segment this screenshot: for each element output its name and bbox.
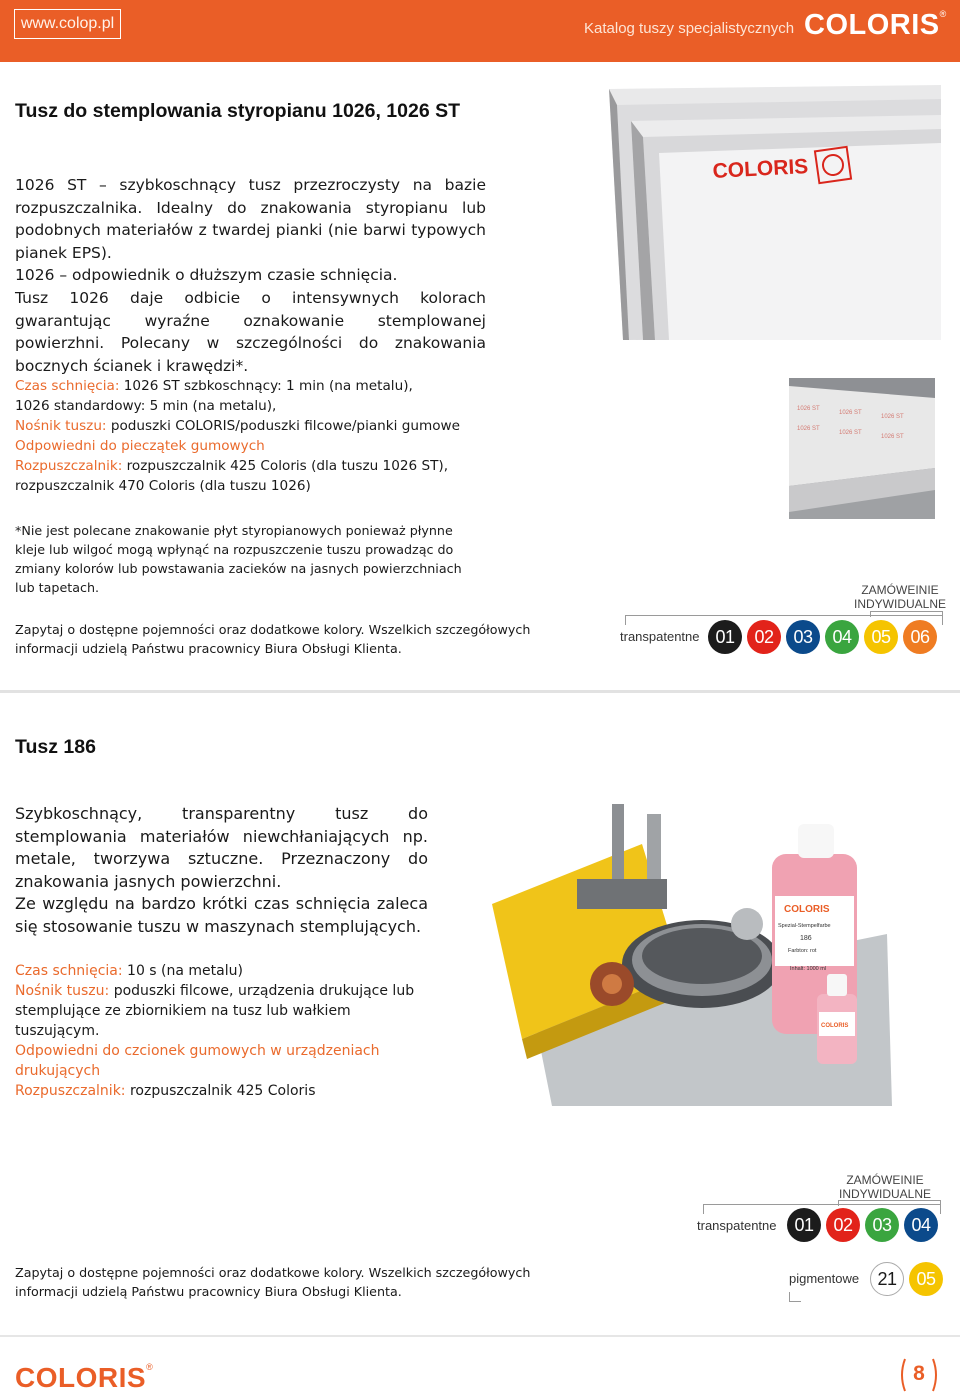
stamp-print-4: 1026 ST xyxy=(797,426,820,432)
s2-solvent-value: rozpuszczalnik 425 Coloris xyxy=(129,1083,316,1099)
color-swatch-01: 01 xyxy=(708,620,742,654)
section2-description xyxy=(15,803,428,939)
color-swatch-06: 06 xyxy=(903,620,937,654)
color-swatch-02: 02 xyxy=(826,1208,860,1242)
section1-description xyxy=(15,174,486,377)
photo-brand-text: COLORIS xyxy=(712,155,809,183)
registered-mark: ® xyxy=(939,9,947,19)
custom-order-bracket xyxy=(870,611,943,617)
custom-order-line-1: ZAMÓWEINIE xyxy=(861,583,939,597)
page-number xyxy=(897,1355,941,1395)
s2-custom-order-label xyxy=(830,1173,940,1201)
styrofoam-block-photo xyxy=(789,378,935,519)
s2-drying-label: Czas schnięcia: xyxy=(15,963,123,979)
s2-custom-order-line-1: ZAMÓWEINIE xyxy=(846,1173,924,1187)
s2-pigment-bracket xyxy=(789,1292,801,1302)
stamp-print-3: 1026 ST xyxy=(881,414,904,420)
transparent-row-label: transpatentne xyxy=(620,629,700,644)
s2-transparent-row-label: transpatentne xyxy=(697,1218,777,1233)
section2-desc-2: Ze względu na bardzo krótki czas schnięcia zaleca się stosowanie tuszu w maszynach stemplujących. xyxy=(15,894,428,936)
color-swatch-04: 04 xyxy=(904,1208,938,1242)
section2-specs xyxy=(15,961,415,1101)
custom-order-line-2: INDYWIDUALNE xyxy=(853,597,946,611)
bottle-product: Spezial-Stempelfarbe xyxy=(778,923,831,929)
s2-drying-value: 10 s (na metalu) xyxy=(127,963,243,979)
bottle-code: 186 xyxy=(800,935,812,942)
styrofoam-boards-photo xyxy=(603,85,943,340)
drying-value-1: 1026 ST szbkoschnący: 1 min (na metalu), xyxy=(123,378,413,394)
custom-order-label xyxy=(845,583,955,611)
stamping-machine-photo xyxy=(472,784,892,1106)
footer-brand-name: COLORIS xyxy=(15,1362,147,1393)
bottle-variant: Farbton: rot xyxy=(788,948,817,954)
section2-contact-note: Zapytaj o dostępne pojemności oraz dodatkowe kolory. Wszelkich szczegółowych informacji udzielą Państwu pracownicy Biura Obsługi Klienta. xyxy=(15,1265,531,1299)
stamp-print-5: 1026 ST xyxy=(839,430,862,436)
s2-solvent-label: Rozpuszczalnik: xyxy=(15,1083,126,1099)
section1-specs xyxy=(15,376,505,496)
section2-title: Tusz 186 xyxy=(15,736,96,758)
s2-suitable-label: Odpowiedni do czcionek gumowych w urządzeniach drukujących xyxy=(15,1043,380,1079)
section1-desc-1: 1026 ST – szybkoschnący tusz przezroczysty na bazie rozpuszczalnika. Idealny do znakowania styropianu lub podobnych materiałów z twardej pianki (nie barwi typowych pianek EPS). xyxy=(15,176,486,262)
color-swatch-21: 21 xyxy=(870,1262,904,1296)
footer-divider xyxy=(0,1335,960,1337)
section1-title: Tusz do stemplowania styropianu 1026, 1026 ST xyxy=(15,100,461,122)
footer-registered-mark: ® xyxy=(146,1362,154,1372)
header-bar xyxy=(0,0,960,62)
stamp-print-6: 1026 ST xyxy=(881,434,904,440)
solvent-value-2: rozpuszczalnik 470 Coloris (dla tuszu 1026) xyxy=(15,478,311,494)
section1-desc-2: 1026 – odpowiednik o dłuższym czasie schnięcia. xyxy=(15,266,398,285)
section1-contact-note: Zapytaj o dostępne pojemności oraz dodatkowe kolory. Wszelkich szczegółowych informacji udzielą Państwu pracownicy Biura Obsługi Klienta. xyxy=(15,622,531,656)
s2-custom-order-bracket xyxy=(838,1200,941,1206)
color-swatch-04: 04 xyxy=(825,620,859,654)
color-swatch-05: 05 xyxy=(909,1262,943,1296)
solvent-value-1: rozpuszczalnik 425 Coloris (dla tuszu 1026 ST), xyxy=(126,458,449,474)
small-bottle-brand: COLORIS xyxy=(821,1023,849,1029)
stamp-print-2: 1026 ST xyxy=(839,410,862,416)
section1-footnote: *Nie jest polecane znakowanie płyt styropianowych ponieważ płynne kleje lub wilgoć mogą wpłynąć na rozpuszczenie tuszu prowadząc do zmiany kolorów lub powstawania zacieków na jasnych powierzchniach lub tapetach. xyxy=(15,523,462,595)
carrier-value: poduszki COLORIS/poduszki filcowe/pianki gumowe xyxy=(110,418,461,434)
color-swatch-05: 05 xyxy=(864,620,898,654)
s2-carrier-label: Nośnik tuszu: xyxy=(15,983,110,999)
page-number-text: 8 xyxy=(913,1362,925,1385)
suitable-label: Odpowiedni do pieczątek gumowych xyxy=(15,438,265,454)
stamp-print-1: 1026 ST xyxy=(797,406,820,412)
bottle-brand: COLORIS xyxy=(784,904,830,915)
site-link[interactable]: www.colop.pl xyxy=(14,9,121,39)
color-swatch-02: 02 xyxy=(747,620,781,654)
section-divider xyxy=(0,690,960,693)
footer-brand-logo xyxy=(15,1362,153,1394)
drying-value-2: 1026 standardowy: 5 min (na metalu), xyxy=(15,398,277,414)
section2-desc-1: Szybkoschnący, transparentny tusz do stemplowania materiałów niewchłaniających np. metale, tworzywa sztuczne. Przeznaczony do znakowania jasnych powierzchni. xyxy=(15,804,428,891)
solvent-label: Rozpuszczalnik: xyxy=(15,458,123,474)
carrier-label: Nośnik tuszu: xyxy=(15,418,107,434)
catalog-title: Katalog tuszy specjalistycznych xyxy=(584,20,795,37)
s2-pigment-row-label: pigmentowe xyxy=(789,1271,860,1286)
s2-carrier-value: poduszki filcowe, urządzenia drukujące lub stemplujące ze zbiornikiem na tusz lub wałkiem tuszującym. xyxy=(15,983,415,1039)
brand-logo xyxy=(804,9,947,42)
section1-desc-3: Tusz 1026 daje odbicie o intensywnych kolorach gwarantując wyraźne oznakowanie stemplowanej powierzhni. Polecany w szczególności do znakowania bocznych ścianek i krawędzi*. xyxy=(15,288,486,375)
s2-custom-order-line-2: INDYWIDUALNE xyxy=(838,1187,931,1201)
color-swatch-03: 03 xyxy=(865,1208,899,1242)
drying-label: Czas schnięcia: xyxy=(15,378,120,394)
color-swatch-03: 03 xyxy=(786,620,820,654)
color-swatch-01: 01 xyxy=(787,1208,821,1242)
bottle-volume: Inhalt: 1000 ml xyxy=(790,966,827,972)
brand-name: COLORIS xyxy=(804,9,940,41)
